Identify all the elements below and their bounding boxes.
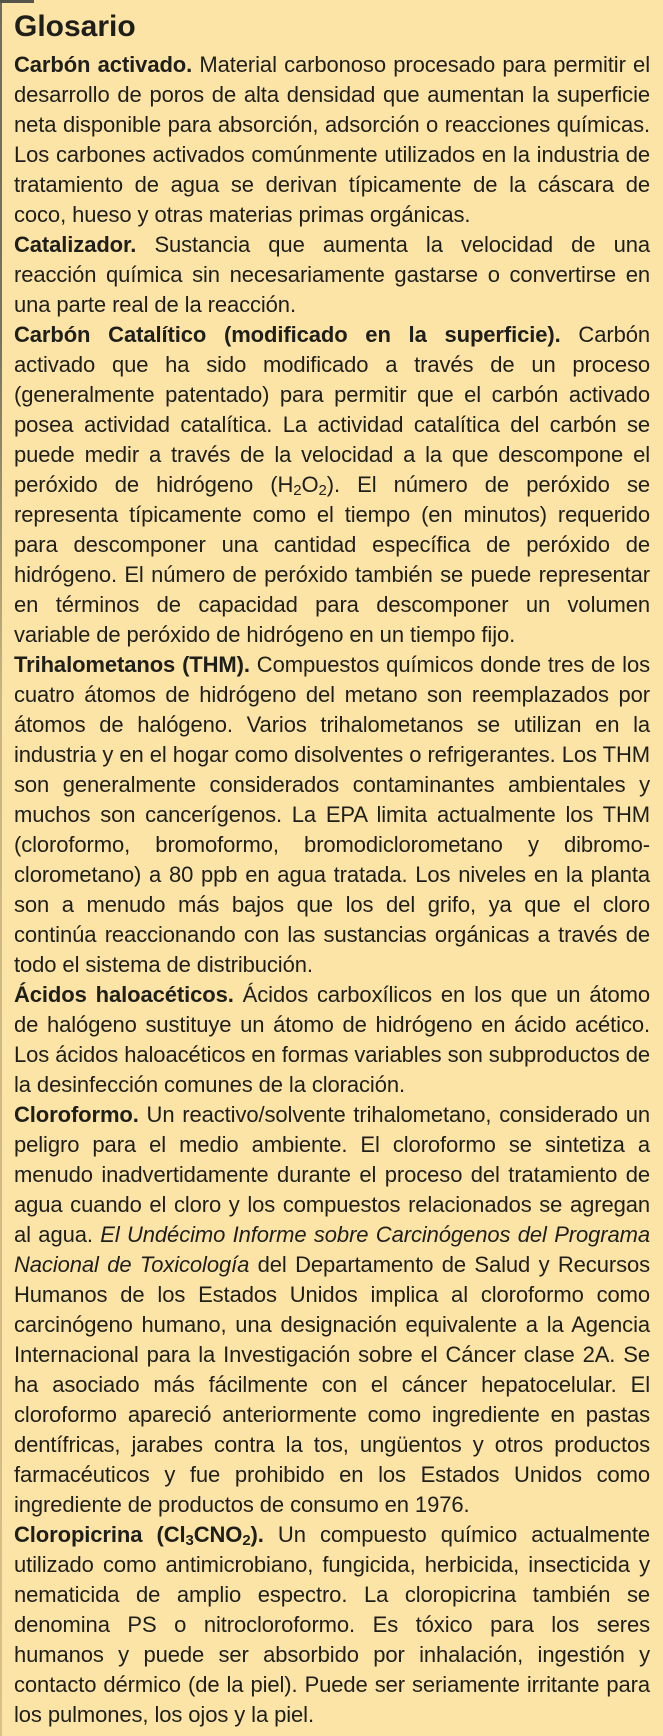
entry-term-text: Cloropicrina (Cl: [14, 1522, 186, 1547]
glossary-entry: [14, 320, 650, 650]
entry-body-text: Compuestos químicos donde tres de los cuatro átomos de hidrógeno del metano son reemplazados por átomos de halógeno. Varios trihalometanos se utilizan en la industria y en el hogar como disolventes o refrigerantes. Los THM son generalmente considerados contaminantes ambientales y muchos son cancerígenos. La EPA limita actualmente los THM (cloroformo, bromoformo, bromodiclorometano y dibromo-clorometano) a 80 ppb en agua tratada. Los niveles en la planta son a menudo más bajos que los del grifo, ya que el cloro continúa reaccionando con las sustancias orgánicas a través de todo el sistema de distribución.: [14, 652, 650, 977]
entry-body-text: Un compuesto químico actualmente utilizado como antimicrobiano, fungicida, herbicida, insecticida y nematicida de amplio espectro. La cloropicrina también se denomina PS o nitrocloroformo. Es tóxico para los seres humanos y puede ser absorbido por inhalación, ingestión y contacto dérmico (de la piel). Puede ser seriamente irritante para los pulmones, los ojos y la piel.: [14, 1522, 650, 1727]
glossary-entry: [14, 1520, 650, 1730]
glossary-entry: [14, 980, 650, 1100]
subscript-text: 2: [242, 1532, 251, 1550]
entry-term-text: Carbón Catalítico (modificado en la superficie).: [14, 322, 561, 347]
glossary-entry: [14, 50, 650, 230]
entry-body-text: Sustancia que aumenta la velocidad de una reacción química sin necesariamente gastarse o convertirse en una parte real de la reacción.: [14, 232, 650, 317]
glossary-entry: [14, 1100, 650, 1520]
glossary-title: Glosario: [14, 10, 136, 43]
entry-term-text: Carbón activado.: [14, 52, 193, 77]
subscript-text: 2: [318, 482, 327, 500]
glossary-entry: [14, 650, 650, 980]
entry-body-text: Ácidos carboxílicos en los que un átomo de halógeno sustituye un átomo de hidrógeno en ácido acético. Los ácidos haloacéticos en formas variables son subproductos de la desinfección comunes de la cloración.: [14, 982, 650, 1097]
subscript-text: 3: [185, 1532, 194, 1550]
entry-term-text: CNO: [193, 1522, 243, 1547]
glossary-entries: [14, 50, 650, 1730]
subscript-text: 2: [293, 482, 302, 500]
entry-body-text: Material carbonoso procesado para permitir el desarrollo de poros de alta densidad que aumentan la superficie neta disponible para absorción, adsorción o reacciones químicas. Los carbones activados comúnmente utilizados en la industria de tratamiento de agua se derivan típicamente de la cáscara de coco, hueso y otras materias primas orgánicas.: [14, 52, 650, 227]
entry-term-text: Cloroformo.: [14, 1102, 139, 1127]
entry-body-text: Un reactivo/solvente trihalometano, considerado un peligro para el medio ambiente. El cloroformo se sintetiza a menudo inadvertidamente durante el proceso del tratamiento de agua cuando el cloro y los compuestos relacionados se agregan al agua.: [14, 1102, 650, 1247]
entry-term-text: Ácidos haloacéticos.: [14, 982, 234, 1007]
entry-body-text: Carbón activado que ha sido modificado a través de un proceso (generalmente patentado) para permitir que el carbón activado posea actividad catalítica. La actividad catalítica del carbón se puede medir a través de la velocidad a la que descompone el peróxido de hidrógeno (H: [14, 322, 650, 497]
glossary-entry: [14, 230, 650, 320]
entry-body-text: ). El número de peróxido se representa típicamente como el tiempo (en minutos) requerido para descomponer una cantidad específica de peróxido de hidrógeno. El número de peróxido también se puede representar en términos de capacidad para descomponer un volumen variable de peróxido de hidrógeno en un tiempo fijo.: [14, 472, 650, 647]
entry-term-text: Trihalometanos (THM).: [14, 652, 250, 677]
entry-italic-text: El Undécimo Informe sobre Carcinógenos del Programa Nacional de Toxicología: [14, 1222, 650, 1277]
entry-term-text: ).: [250, 1522, 264, 1547]
entry-body-text: del Departamento de Salud y Recursos Humanos de los Estados Unidos implica al cloroformo como carcinógeno humano, una designación equivalente a la Agencia Internacional para la Investigación sobre el Cáncer clase 2A. Se ha asociado más fácilmente con el cáncer hepatocelular. El cloroformo apareció anteriormente como ingrediente en pastas dentífricas, jarabes contra la tos, ungüentos y otros productos farmacéuticos y fue prohibido en los Estados Unidos como ingrediente de productos de consumo en 1976.: [14, 1252, 651, 1517]
page-top-edge-mark: [0, 0, 34, 3]
entry-body-text: O: [301, 472, 319, 497]
page-left-edge-line: [0, 0, 2, 1736]
entry-term-text: Catalizador.: [14, 232, 137, 257]
